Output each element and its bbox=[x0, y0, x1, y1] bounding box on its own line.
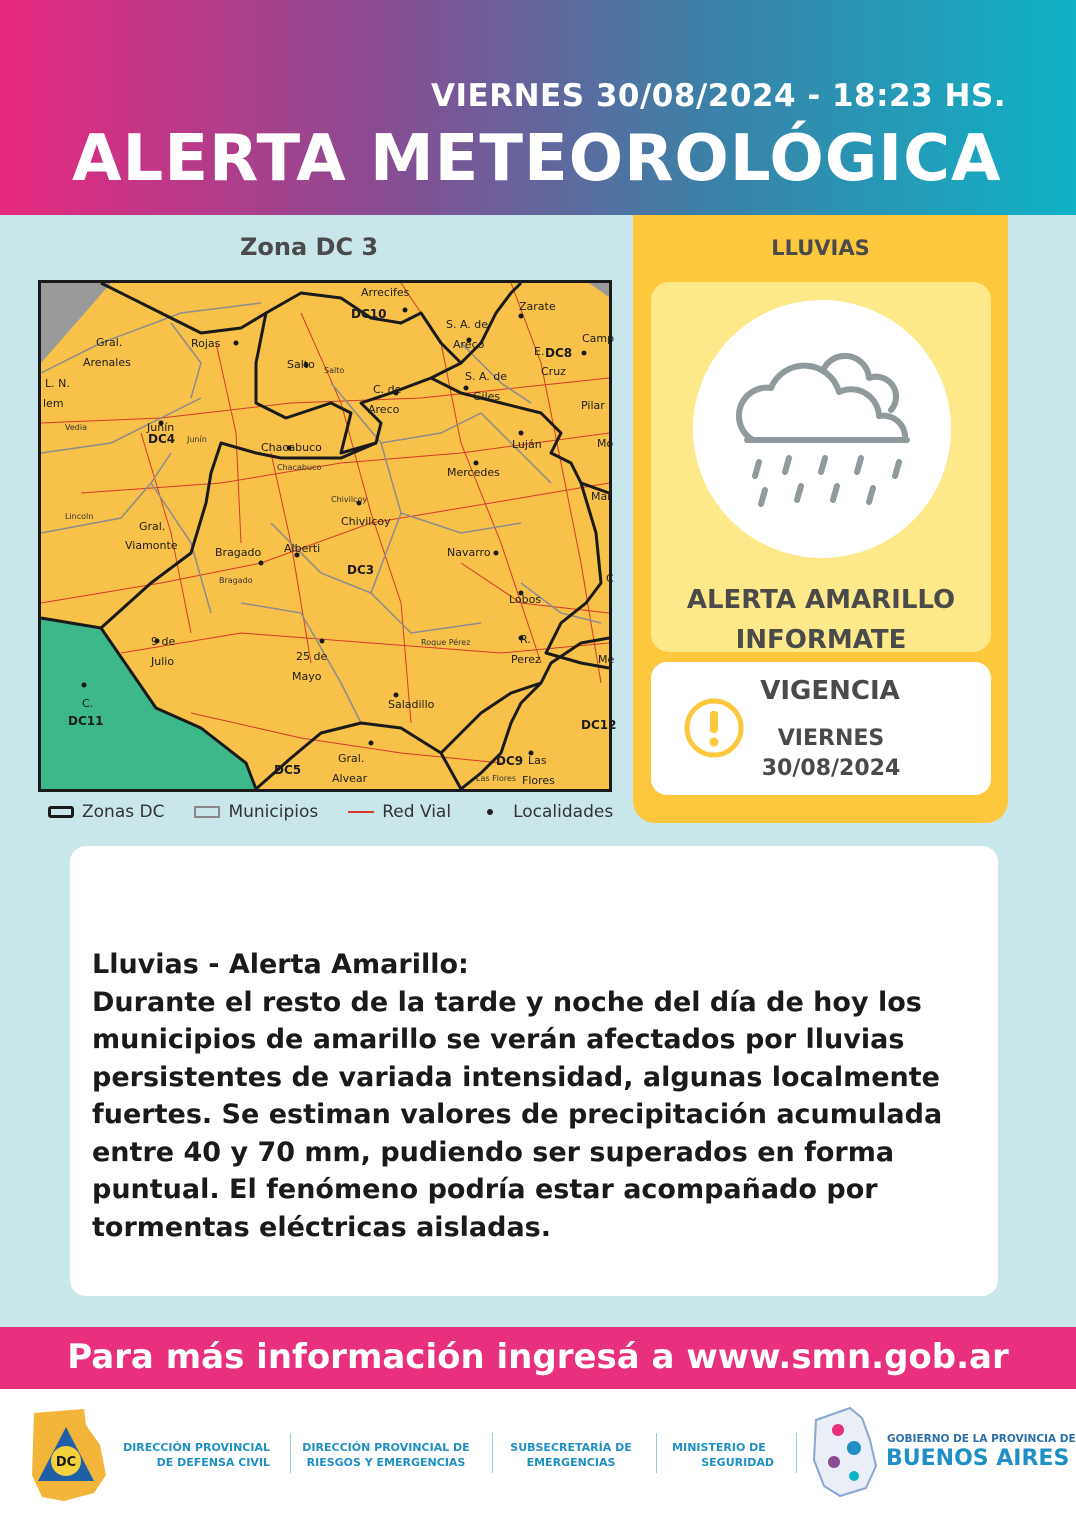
alert-level-label bbox=[651, 580, 991, 660]
map-label-dc8: DC8 bbox=[545, 346, 573, 360]
map-label-chivilcoy: Chivilcoy bbox=[341, 515, 391, 528]
map-label-sa-areco-1: S. A. de bbox=[446, 318, 489, 331]
map-label-navarro: Navarro bbox=[447, 546, 491, 559]
legend-red-vial bbox=[348, 802, 451, 822]
dept-ministerio-line1: MINISTERIO DE bbox=[672, 1441, 766, 1454]
map-label-lem: lem bbox=[43, 397, 64, 410]
buenos-aires-logo bbox=[810, 1400, 882, 1500]
map-label-dc9: DC9 bbox=[496, 754, 524, 768]
map-label-chacabuco-sm: Chacabuco bbox=[277, 463, 322, 472]
alert-datetime: VIERNES 30/08/2024 - 18:23 HS. bbox=[431, 78, 1006, 114]
map-label-salto-sm: Salto bbox=[324, 366, 345, 375]
map-label-dc10: DC10 bbox=[351, 307, 387, 321]
map-label-c-casares: C. bbox=[82, 697, 94, 710]
map-label-dc5: DC5 bbox=[274, 763, 302, 777]
map-label-dc12: DC12 bbox=[581, 718, 617, 732]
map-label-mar: Mar bbox=[591, 490, 612, 503]
map-label-pilar: Pilar bbox=[581, 399, 605, 412]
dept-subsecretaria-line1: SUBSECRETARÍA DE bbox=[510, 1441, 632, 1454]
header-banner bbox=[0, 0, 1076, 215]
map-label-c-areco-2: Areco bbox=[368, 403, 400, 416]
info-banner bbox=[0, 1327, 1076, 1389]
dept-subsecretaria bbox=[500, 1440, 642, 1470]
map-label-junin-sm: Junín bbox=[187, 435, 207, 444]
legend-zonas-label: Zonas DC bbox=[82, 802, 165, 822]
dc-logo-text: DC bbox=[55, 1455, 77, 1470]
dept-riesgos-line2: RIESGOS Y EMERGENCIAS bbox=[306, 1456, 466, 1469]
legend-zonas-swatch bbox=[48, 806, 74, 818]
page-title: ALERTA METEOROLÓGICA bbox=[72, 122, 1002, 196]
map-label-gral-viamonte-1: Gral. bbox=[139, 520, 166, 533]
gov-label: GOBIERNO DE LA PROVINCIA DE bbox=[887, 1433, 1076, 1445]
map-label-gral-viamonte-2: Viamonte bbox=[125, 539, 178, 552]
map-label-dc11: DC11 bbox=[68, 714, 104, 728]
zone-map bbox=[38, 280, 617, 792]
map-label-nueve-julio-1: 9 de bbox=[151, 635, 176, 648]
legend-localidades-label: Localidades bbox=[513, 802, 614, 822]
legend-zonas bbox=[48, 802, 164, 822]
map-label-junin: Junín bbox=[147, 421, 175, 434]
map-label-las-flores-2: Flores bbox=[522, 774, 555, 787]
map-label-chivilcoy-sm: Chivilcoy bbox=[331, 495, 368, 504]
map-label-gral-arenales-2: Arenales bbox=[83, 356, 131, 369]
map-label-r-perez-1: R. bbox=[520, 633, 531, 646]
map-label-chacabuco: Chacabuco bbox=[261, 441, 322, 454]
footer-divider bbox=[290, 1433, 291, 1473]
footer-divider bbox=[796, 1433, 797, 1473]
legend-localidades-swatch bbox=[487, 809, 493, 815]
alert-level-line2: INFORMATE bbox=[735, 625, 907, 655]
legend-localidades bbox=[481, 802, 613, 822]
map-label-dc4: DC4 bbox=[148, 432, 176, 446]
description-heading: Lluvias - Alerta Amarillo: bbox=[92, 949, 469, 980]
description-body: Durante el resto de la tarde y noche del día de hoy los municipios de amarillo se verán afectados por lluvias persistentes de variada intensidad, algunas localmente fuertes. Se estiman valores de precipitación acumulada entre 40 y 70 mm, pudiendo ser superados en forma puntual. El fenómeno podría estar acompañado por tormentas eléctricas aisladas. bbox=[92, 986, 943, 1243]
map-label-mercedes: Mercedes bbox=[447, 466, 500, 479]
map-label-cruz-e: E. bbox=[534, 345, 545, 358]
map-label-mo: Mo bbox=[597, 437, 614, 450]
dept-defensa-civil bbox=[118, 1440, 270, 1470]
legend-red-vial-swatch bbox=[348, 811, 374, 813]
map-label-salto: Salto bbox=[287, 358, 315, 371]
dept-defensa-civil-line2: DE DEFENSA CIVIL bbox=[156, 1456, 270, 1469]
map-label-las-flores-1: Las bbox=[528, 754, 547, 767]
map-label-nueve-julio-2: Julio bbox=[151, 655, 175, 668]
map-label-me: Me bbox=[598, 653, 615, 666]
map-label-lujan: Luján bbox=[512, 438, 542, 451]
vigencia-date: 30/08/2024 bbox=[761, 756, 901, 781]
map-label-veinticinco-1: 25 de bbox=[296, 650, 328, 663]
dept-defensa-civil-line1: DIRECCIÓN PROVINCIAL bbox=[123, 1441, 270, 1454]
map-label-zarate: Zarate bbox=[519, 300, 556, 313]
map-label-roque-perez: Roque Pérez bbox=[421, 638, 471, 647]
map-label-bragado: Bragado bbox=[215, 546, 262, 559]
map-label-sa-giles-2: Giles bbox=[473, 390, 501, 403]
map-label-saladillo: Saladillo bbox=[388, 698, 435, 711]
description-text bbox=[92, 946, 982, 1246]
dept-riesgos-line1: DIRECCIÓN PROVINCIAL DE bbox=[302, 1441, 470, 1454]
map-label-las-flores-sm: Las Flores bbox=[476, 774, 516, 783]
vigencia-title: VIGENCIA bbox=[760, 676, 900, 706]
map-label-dc3: DC3 bbox=[347, 563, 375, 577]
phenomenon-label: LLUVIAS bbox=[771, 236, 870, 260]
map-label-lincoln: Lincoln bbox=[65, 512, 94, 521]
footer-divider bbox=[492, 1433, 493, 1473]
defensa-civil-logo bbox=[24, 1405, 108, 1505]
dept-riesgos bbox=[300, 1440, 472, 1470]
legend-municipios-label: Municipios bbox=[228, 802, 319, 822]
footer-divider bbox=[656, 1433, 657, 1473]
map-label-r-perez-2: Perez bbox=[511, 653, 541, 666]
gov-name: BUENOS AIRES bbox=[886, 1446, 1070, 1471]
map-label-veinticinco-2: Mayo bbox=[292, 670, 322, 683]
map-label-rojas: Rojas bbox=[191, 337, 221, 350]
map-label-vedia: Vedia bbox=[65, 423, 87, 432]
dept-ministerio-line2: SEGURIDAD bbox=[701, 1456, 774, 1469]
map-label-arrecifes: Arrecifes bbox=[361, 286, 410, 299]
map-label-alberti: Alberti bbox=[284, 542, 321, 555]
map-label-c-edge: C bbox=[606, 572, 614, 585]
map-label-ln: L. N. bbox=[45, 377, 70, 390]
map-label-lobos: Lobos bbox=[509, 593, 542, 606]
warning-icon bbox=[683, 697, 745, 759]
map-label-gral-alvear-1: Gral. bbox=[338, 752, 365, 765]
vigencia-day: VIERNES bbox=[777, 726, 885, 751]
map-label-gral-arenales-1: Gral. bbox=[96, 336, 123, 349]
legend-red-vial-label: Red Vial bbox=[382, 802, 452, 822]
map-label-cruz: Cruz bbox=[541, 365, 566, 378]
legend-municipios bbox=[194, 802, 318, 822]
dept-subsecretaria-line2: EMERGENCIAS bbox=[526, 1456, 616, 1469]
zone-title: Zona DC 3 bbox=[240, 233, 379, 261]
rain-cloud-icon bbox=[693, 300, 951, 558]
map-label-bragado-sm: Bragado bbox=[219, 576, 253, 585]
alert-level-line1: ALERTA AMARILLO bbox=[686, 585, 956, 615]
info-link-text[interactable]: Para más información ingresá a www.smn.gob.ar bbox=[67, 1337, 1009, 1377]
dept-ministerio bbox=[664, 1440, 774, 1470]
legend-municipios-swatch bbox=[194, 806, 220, 818]
map-label-sa-areco-2: Areco bbox=[453, 338, 485, 351]
description-box bbox=[70, 846, 998, 1296]
map-label-c-areco-1: C. de bbox=[373, 383, 402, 396]
map-label-sa-giles-1: S. A. de bbox=[465, 370, 508, 383]
map-label-gral-alvear-2: Alvear bbox=[332, 772, 368, 785]
map-label-camp: Camp bbox=[582, 332, 615, 345]
map-legend bbox=[48, 802, 643, 822]
